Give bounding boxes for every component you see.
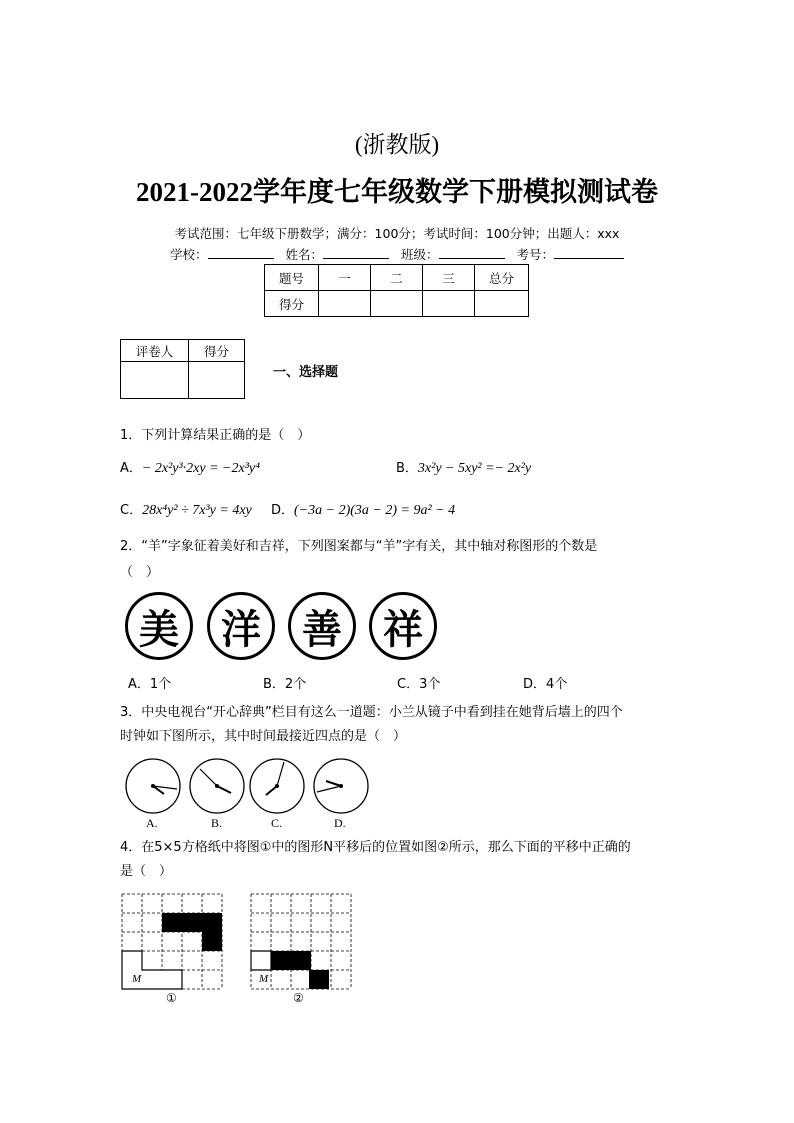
score-table-header-cell: 题号	[265, 265, 319, 291]
option-label: C．	[120, 503, 143, 518]
exam-number-blank[interactable]	[554, 246, 624, 259]
score-cell[interactable]	[371, 291, 423, 317]
figure-label-1: ①	[166, 991, 177, 1005]
option-expression: (−3a − 2)(3a − 2) = 9a² − 4	[294, 503, 456, 518]
score-table	[264, 264, 529, 317]
q2-option-d[interactable]: D．4个	[523, 677, 568, 692]
clock-label-c: C.	[271, 816, 283, 830]
score-table-header-cell: 总分	[475, 265, 529, 291]
school-label: 学校：	[169, 247, 208, 262]
score-table-header-cell: 一	[319, 265, 371, 291]
character-circle-shan: 善	[288, 592, 356, 660]
score-table-header-cell: 二	[371, 265, 423, 291]
score-cell[interactable]	[475, 291, 529, 317]
clock-c[interactable]	[248, 757, 306, 815]
option-expression: − 2x²y³·2xy = −2x³y⁴	[141, 461, 260, 476]
option-expression: 28x⁴y² ÷ 7x³y = 4xy	[142, 503, 252, 518]
q1-option-c[interactable]	[120, 501, 252, 521]
question-3-stem: 3．中央电视台“开心辞典”栏目有这么一道题：小兰从镜子中看到挂在她背后墙上的四个	[120, 705, 623, 720]
clock-a[interactable]	[124, 757, 182, 815]
grid-figure-1	[120, 892, 224, 992]
q1-option-a[interactable]	[120, 459, 260, 479]
question-1-stem: 1．下列计算结果正确的是（ ）	[120, 428, 311, 443]
clock-b[interactable]	[188, 757, 246, 815]
question-4-stem: 4．在5×5方格纸中将图①中的图形N平移后的位置如图②所示，那么下面的平移中正确的	[120, 840, 631, 855]
m-label: M	[132, 973, 142, 985]
character-circle-yang: 洋	[207, 592, 275, 660]
class-label: 班级：	[400, 247, 439, 262]
grader-score-cell[interactable]	[189, 362, 245, 399]
exam-number-label: 考号：	[516, 247, 554, 262]
m-label: M	[259, 973, 269, 985]
question-3-stem-cont: 时钟如下图所示，其中时间最接近四点的是（ ）	[120, 729, 407, 744]
grader-cell[interactable]	[121, 362, 189, 399]
score-row-label: 得分	[265, 291, 319, 317]
clock-label-d: D.	[334, 816, 346, 830]
q1-option-d[interactable]	[271, 501, 455, 521]
student-fields	[0, 245, 794, 263]
character-circle-mei: 美	[125, 592, 193, 660]
name-blank[interactable]	[323, 246, 389, 259]
clock-label-a: A.	[146, 816, 158, 830]
exam-info: 考试范围：七年级下册数学；满分：100分；考试时间：100分钟；出题人：xxx	[174, 226, 620, 241]
option-label: A．	[120, 461, 142, 476]
q2-option-a[interactable]: A．1个	[128, 677, 172, 692]
school-blank[interactable]	[208, 246, 274, 259]
q2-option-c[interactable]: C．3个	[397, 677, 441, 692]
grid-figure-2	[249, 892, 353, 992]
clock-label-b: B.	[211, 816, 223, 830]
figure-label-2: ②	[293, 991, 304, 1005]
section-title: 一、选择题	[273, 365, 339, 380]
edition-label: (浙教版)	[354, 132, 440, 157]
option-label: D．	[271, 503, 295, 518]
score-table-header-cell: 三	[423, 265, 475, 291]
grader-score-header: 得分	[189, 340, 245, 362]
grader-table	[120, 339, 245, 399]
question-2-stem-cont: （ ）	[120, 565, 160, 580]
question-4-stem-cont: 是（ ）	[120, 864, 173, 879]
class-blank[interactable]	[439, 246, 505, 259]
question-2-stem: 2．“羊”字象征着美好和吉祥，下列图案都与“羊”字有关，其中轴对称图形的个数是	[120, 539, 598, 554]
clock-d[interactable]	[312, 757, 370, 815]
option-label: B．	[396, 461, 418, 476]
q1-option-b[interactable]	[396, 459, 531, 479]
page-title: 2021-2022学年度七年级数学下册模拟测试卷	[136, 177, 658, 207]
name-label: 姓名：	[285, 247, 323, 262]
grader-header: 评卷人	[121, 340, 189, 362]
character-circle-xiang: 祥	[369, 592, 437, 660]
q2-option-b[interactable]: B．2个	[263, 677, 307, 692]
score-cell[interactable]	[423, 291, 475, 317]
score-cell[interactable]	[319, 291, 371, 317]
option-expression: 3x²y − 5xy² =− 2x²y	[417, 461, 532, 476]
